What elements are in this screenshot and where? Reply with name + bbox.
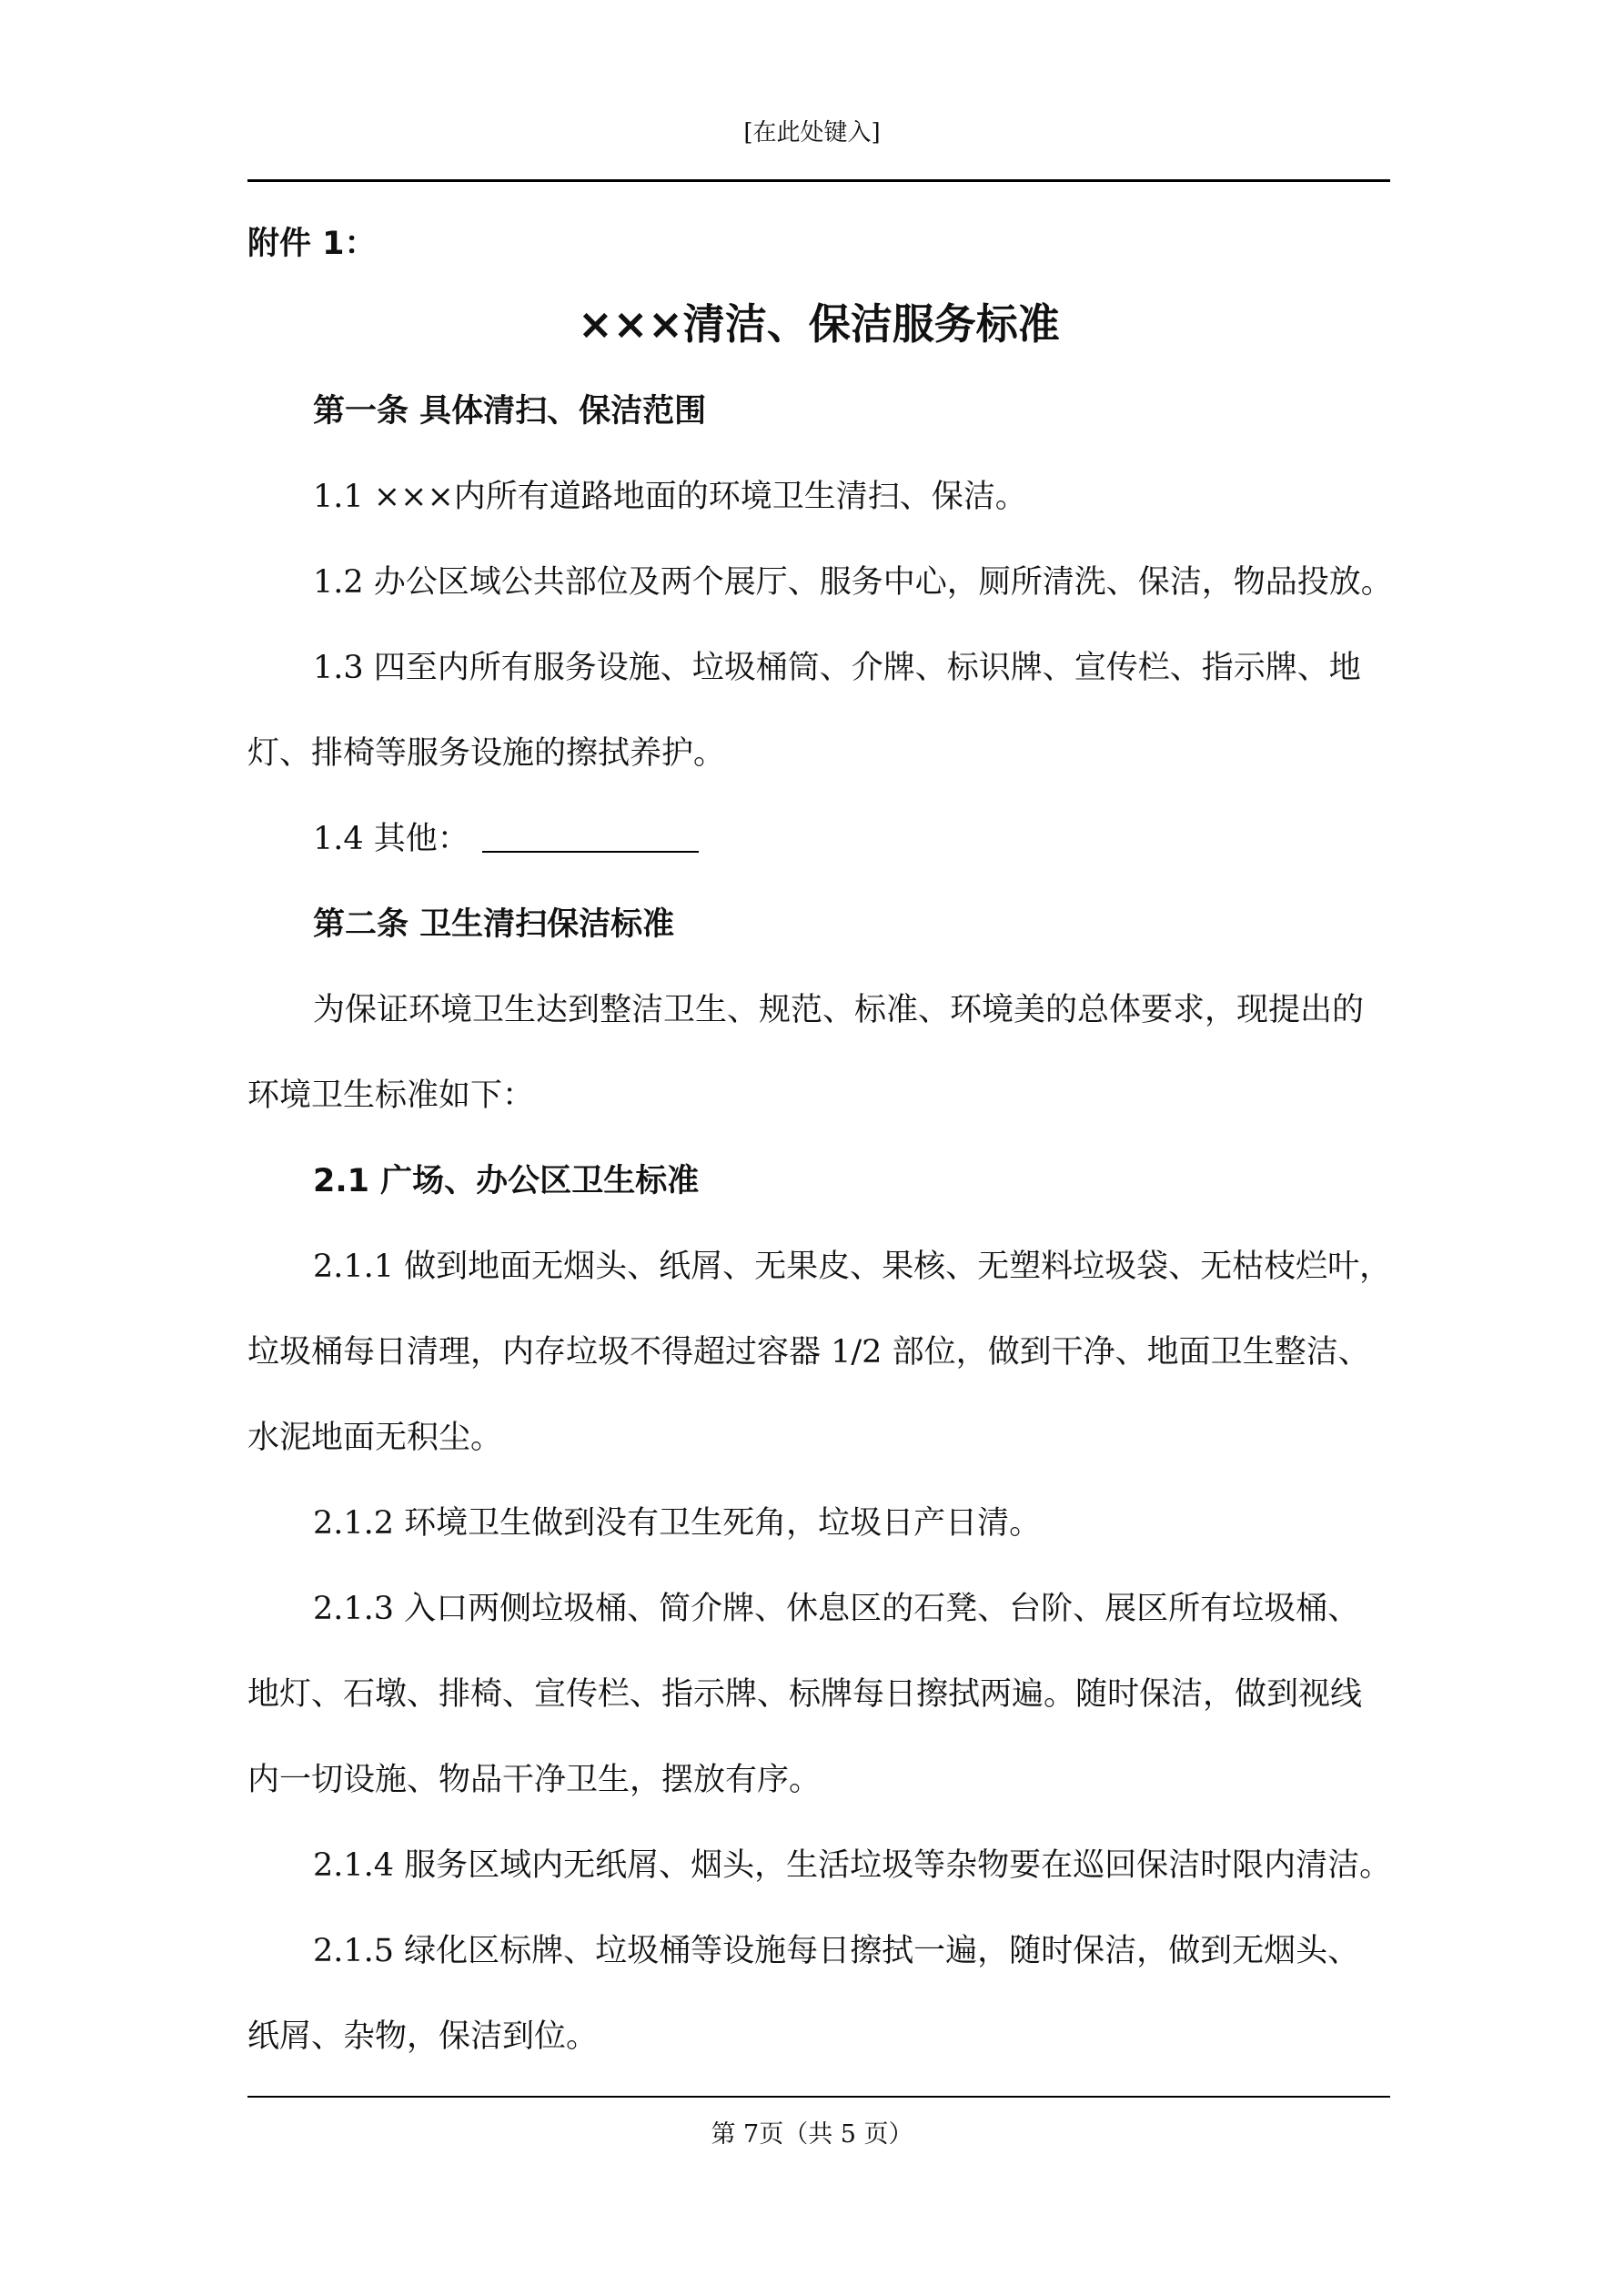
subsection-2-1-heading: 2.1 广场、办公区卫生标准 xyxy=(313,1163,700,1199)
paragraph-2-1-1-line3: 水泥地面无积尘。 xyxy=(247,1420,503,1456)
paragraph-2-1-5-line2: 纸屑、杂物，保洁到位。 xyxy=(247,2018,599,2055)
paragraph-2-1-3-line2: 地灯、石墩、排椅、宣传栏、指示牌、标牌每日擦拭两遍。随时保洁，做到视线 xyxy=(247,1676,1363,1713)
paragraph-1-1: 1.1 ×××内所有道路地面的环境卫生清扫、保洁。 xyxy=(313,479,1027,515)
paragraph-1-3-line2: 灯、排椅等服务设施的擦拭养护。 xyxy=(247,735,726,772)
page-header: [在此处键入] xyxy=(743,119,881,147)
paragraph-1-4-text: 1.4 其他： xyxy=(313,821,469,857)
paragraph-2-1-1-line1: 2.1.1 做到地面无烟头、纸屑、无果皮、果核、无塑料垃圾袋、无枯枝烂叶， xyxy=(313,1249,1392,1285)
paragraph-2-1-3-line3: 内一切设施、物品干净卫生，摆放有序。 xyxy=(247,1762,822,1798)
paragraph-2-1-3-line1: 2.1.3 入口两侧垃圾桶、简介牌、休息区的石凳、台阶、展区所有垃圾桶、 xyxy=(313,1591,1360,1627)
header-rule xyxy=(247,179,1390,182)
paragraph-1-4 xyxy=(247,817,1390,861)
document-title: ×××清洁、保洁服务标准 xyxy=(578,299,1060,349)
paragraph-2-1-2: 2.1.2 环境卫生做到没有卫生死角，垃圾日产日清。 xyxy=(313,1505,1042,1542)
page-number-footer: 第 7页（共 5 页） xyxy=(711,2120,913,2149)
paragraph-2-1-4: 2.1.4 服务区域内无纸屑、烟头，生活垃圾等杂物要在巡回保洁时限内清洁。 xyxy=(313,1847,1392,1884)
section1-heading: 第一条 具体清扫、保洁范围 xyxy=(313,393,707,430)
attachment-label: 附件 1： xyxy=(247,226,377,262)
section2-intro-line1: 为保证环境卫生达到整洁卫生、规范、标准、环境美的总体要求，现提出的 xyxy=(313,992,1365,1028)
footer-rule xyxy=(247,2096,1390,2098)
paragraph-1-2: 1.2 办公区域公共部位及两个展厅、服务中心，厕所清洗、保洁，物品投放。 xyxy=(313,564,1393,601)
paragraph-2-1-5-line1: 2.1.5 绿化区标牌、垃圾桶等设施每日擦拭一遍，随时保洁，做到无烟头、 xyxy=(313,1933,1360,1969)
fill-in-blank-line xyxy=(482,820,699,853)
section2-intro-line2: 环境卫生标准如下： xyxy=(247,1077,535,1114)
paragraph-1-3-line1: 1.3 四至内所有服务设施、垃圾桶筒、介牌、标识牌、宣传栏、指示牌、地 xyxy=(313,650,1361,686)
paragraph-2-1-1-line2: 垃圾桶每日清理，内存垃圾不得超过容器 1/2 部位，做到干净、地面卫生整洁、 xyxy=(247,1334,1370,1371)
section2-heading: 第二条 卫生清扫保洁标准 xyxy=(313,906,675,943)
